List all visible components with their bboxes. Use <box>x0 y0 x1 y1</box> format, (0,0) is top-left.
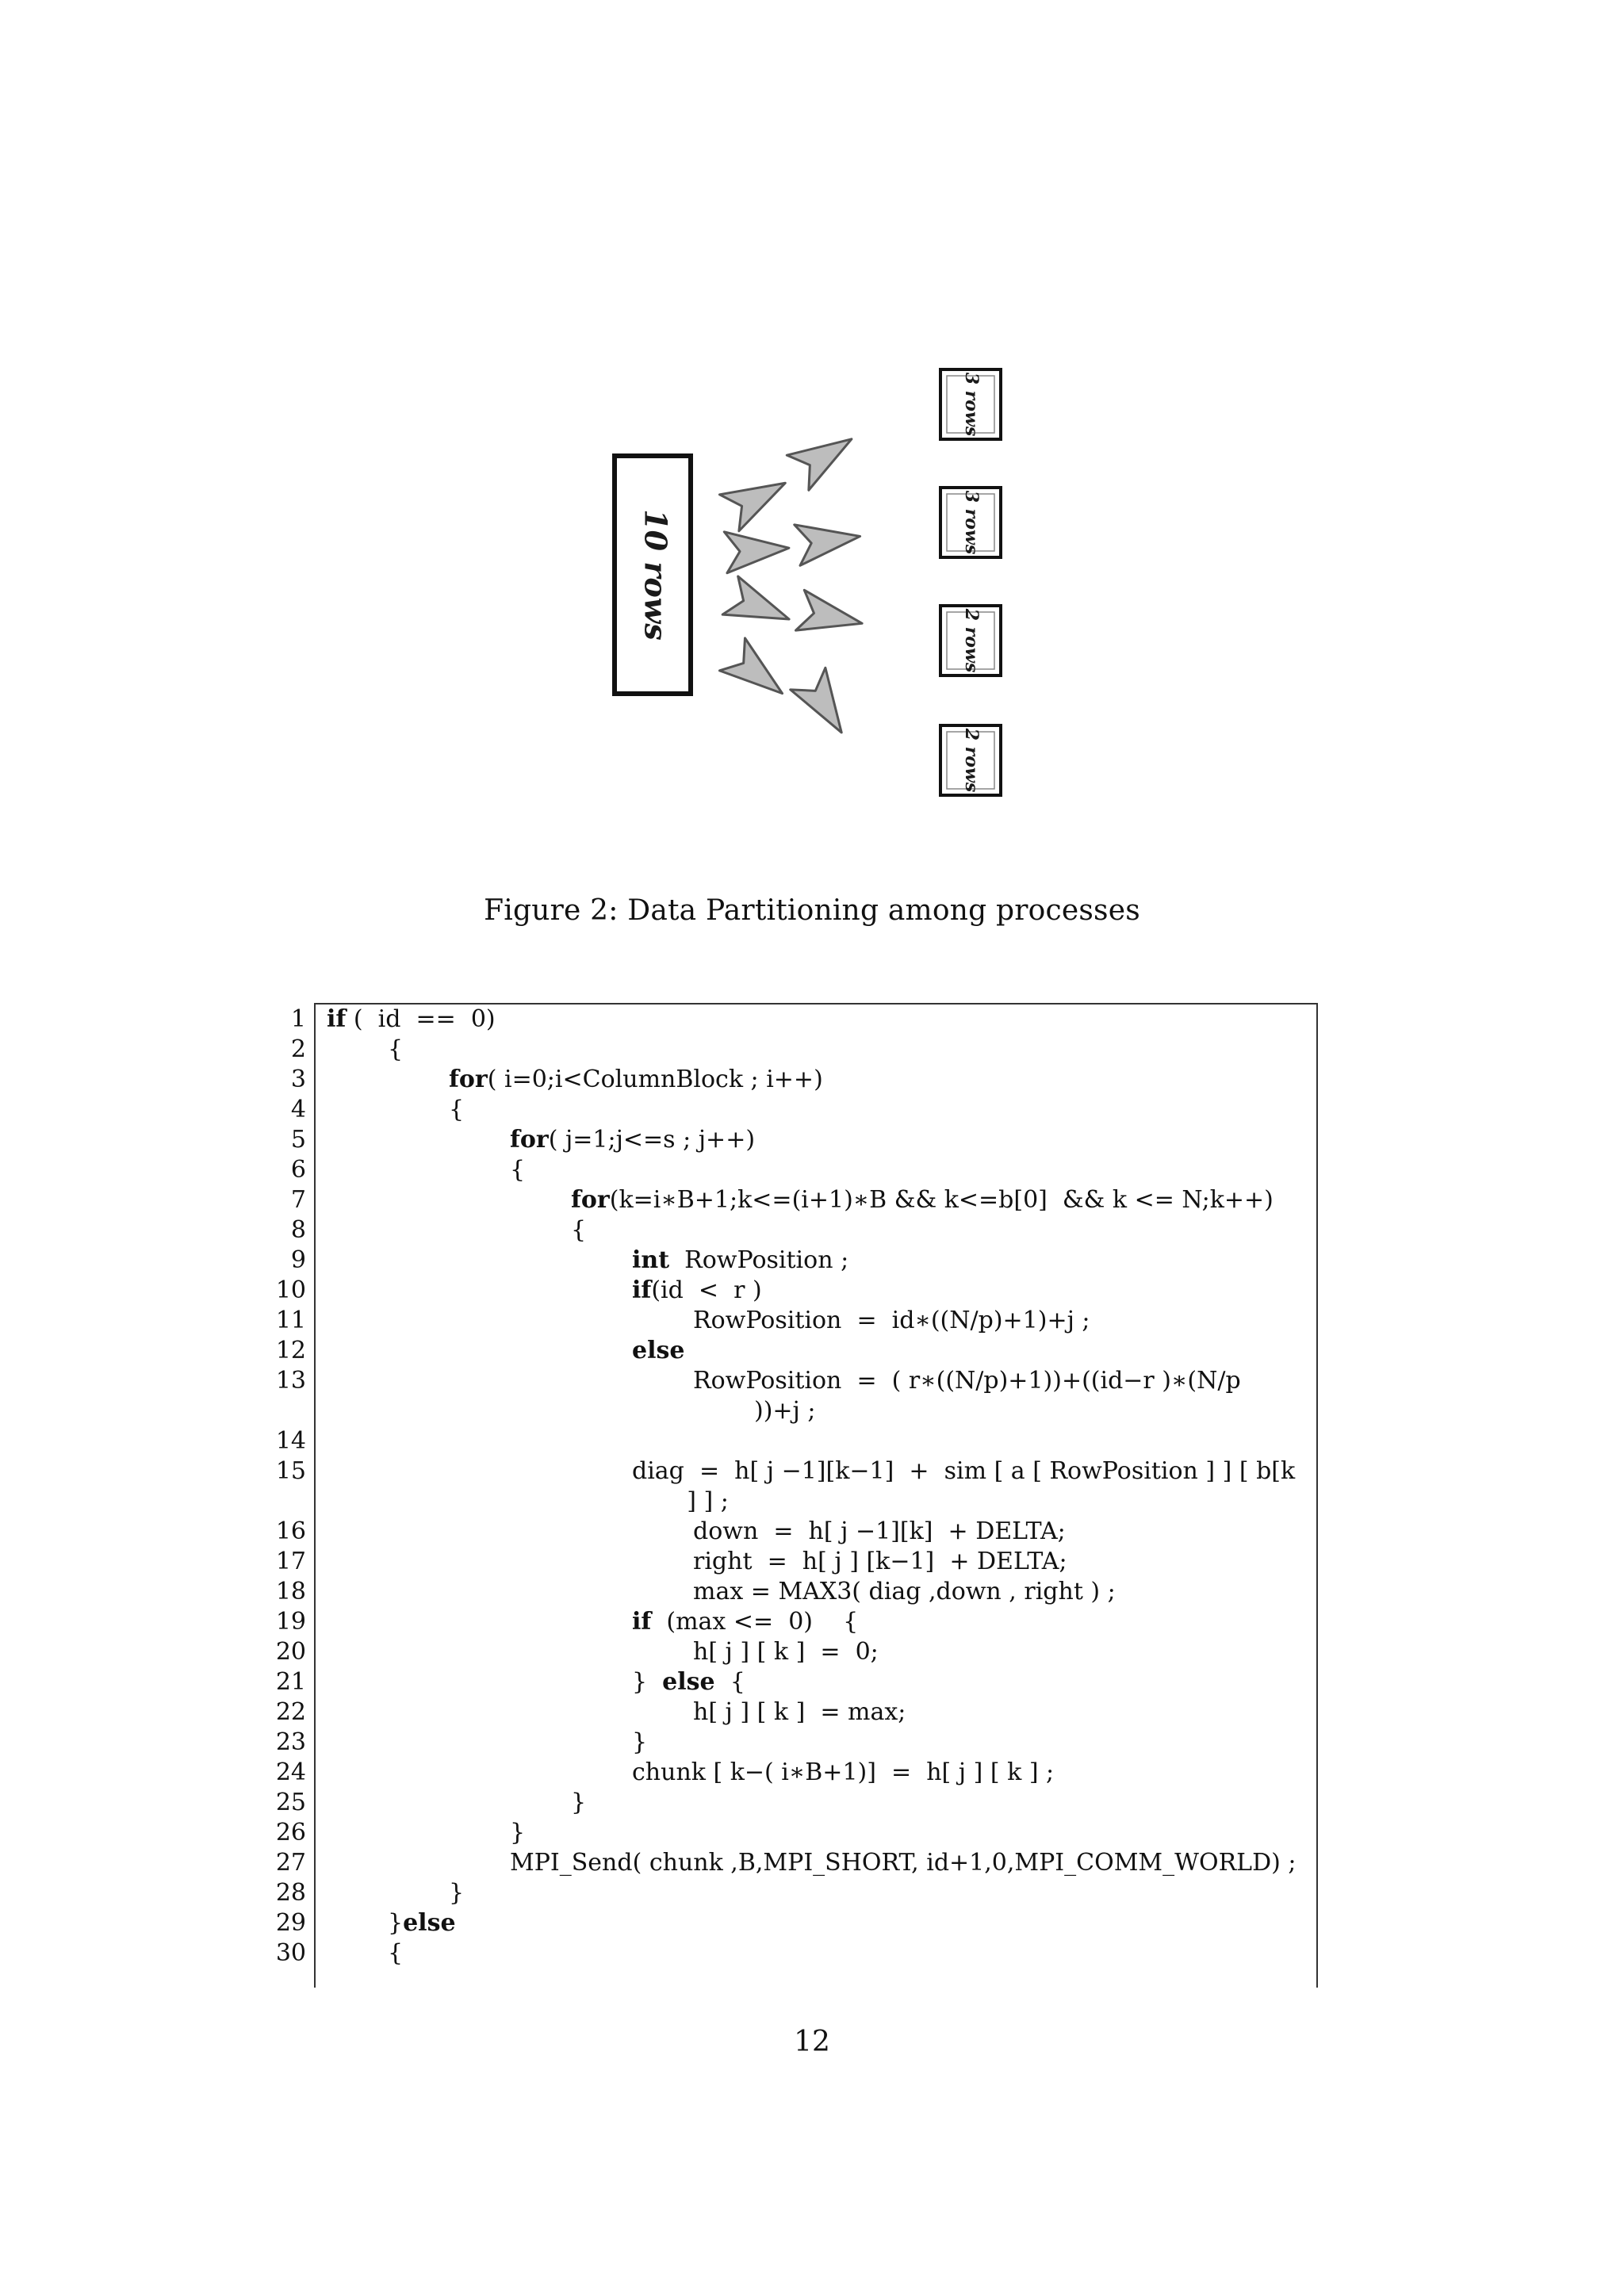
source-block-label: 10 rows <box>638 509 674 641</box>
code-text <box>510 1155 525 1185</box>
code-token: { <box>449 1096 465 1123</box>
arrow-group <box>719 422 866 744</box>
line-number: 23 <box>275 1728 306 1756</box>
code-token: (k=i∗B+1;k<=(i+1)∗B && k<=b[0] && k <= N;k++) <box>609 1186 1274 1214</box>
line-number: 13 <box>275 1367 306 1395</box>
code-keyword: for <box>449 1066 488 1093</box>
line-number: 7 <box>290 1186 306 1214</box>
code-token: } <box>571 1789 587 1816</box>
code-text <box>571 1788 586 1818</box>
page-number: 12 <box>794 2026 830 2058</box>
line-number: 16 <box>275 1517 306 1545</box>
code-line <box>0 1366 1624 1396</box>
line-number: 27 <box>275 1849 306 1877</box>
code-token: { <box>388 1939 404 1967</box>
code-keyword: else <box>632 1337 685 1364</box>
code-text <box>754 1396 816 1426</box>
code-line <box>0 1004 1624 1035</box>
line-number: 20 <box>275 1638 306 1666</box>
code-line <box>0 1155 1624 1185</box>
code-token: { <box>714 1668 745 1696</box>
code-line <box>0 1095 1624 1125</box>
code-line <box>0 1788 1624 1818</box>
code-line <box>0 1125 1624 1155</box>
code-token: ( id == 0) <box>346 1005 496 1033</box>
code-line <box>0 1607 1624 1637</box>
code-token: down = h[ j −1][k] + DELTA; <box>693 1517 1066 1545</box>
code-line <box>0 1396 1624 1426</box>
code-line <box>0 1728 1624 1758</box>
code-token: } <box>510 1819 526 1846</box>
code-keyword: for <box>571 1186 610 1214</box>
code-line <box>0 1456 1624 1487</box>
code-line <box>0 1577 1624 1607</box>
line-number: 22 <box>275 1698 306 1726</box>
line-number: 4 <box>290 1096 306 1123</box>
target-block-4 <box>940 725 1001 795</box>
code-line <box>0 1667 1624 1697</box>
code-token: RowPosition ; <box>669 1246 849 1274</box>
arrow-6 <box>795 590 866 643</box>
code-text <box>510 1818 525 1848</box>
code-text <box>449 1878 464 1908</box>
code-token: ))+j ; <box>754 1397 816 1425</box>
code-text <box>632 1728 647 1758</box>
code-text <box>327 1004 496 1035</box>
code-token: { <box>510 1156 526 1184</box>
target-block-3 <box>940 606 1001 675</box>
target-block-1-label: 3 rows <box>961 372 982 437</box>
code-token: h[ j ] [ k ] = max; <box>693 1698 906 1726</box>
code-token: } <box>449 1879 465 1907</box>
code-text <box>449 1065 823 1095</box>
code-line <box>0 1306 1624 1336</box>
arrow-7 <box>719 638 795 710</box>
line-number: 3 <box>290 1066 306 1093</box>
code-text <box>388 1908 456 1938</box>
code-text <box>693 1697 906 1728</box>
line-number: 19 <box>275 1608 306 1636</box>
code-keyword: int <box>632 1246 670 1274</box>
code-keyword: else <box>403 1909 456 1937</box>
code-line <box>0 1065 1624 1095</box>
code-token: } <box>632 1668 663 1696</box>
code-text <box>687 1487 729 1517</box>
code-token: diag = h[ j −1][k−1] + sim [ a [ RowPosition ] ] [ b[k <box>632 1457 1296 1485</box>
code-text <box>632 1336 684 1366</box>
target-block-1 <box>940 369 1001 439</box>
arrow-8 <box>791 668 859 743</box>
code-text <box>693 1366 1241 1396</box>
code-token: max = MAX3( diag ,down , right ) ; <box>693 1578 1116 1605</box>
line-number: 2 <box>290 1035 306 1063</box>
arrow-3 <box>795 516 863 566</box>
line-number: 5 <box>290 1126 306 1154</box>
code-keyword: if <box>327 1005 347 1033</box>
target-block-4-label: 2 rows <box>961 728 982 793</box>
code-text <box>632 1276 762 1306</box>
arrow-5 <box>722 576 797 638</box>
code-token: right = h[ j ] [k−1] + DELTA; <box>693 1548 1067 1575</box>
code-line <box>0 1878 1624 1908</box>
target-block-2-label: 3 rows <box>961 490 982 555</box>
code-token: h[ j ] [ k ] = 0; <box>693 1638 879 1666</box>
line-number: 1 <box>290 1005 306 1033</box>
code-token: { <box>571 1216 587 1244</box>
code-line <box>0 1035 1624 1065</box>
code-token: RowPosition = id∗((N/p)+1)+j ; <box>693 1307 1090 1334</box>
code-token: { <box>388 1035 404 1063</box>
code-text <box>693 1547 1067 1577</box>
code-text <box>632 1246 848 1276</box>
line-number: 18 <box>275 1578 306 1605</box>
line-number: 24 <box>275 1758 306 1786</box>
line-number: 17 <box>275 1548 306 1575</box>
code-line <box>0 1547 1624 1577</box>
code-text <box>510 1125 755 1155</box>
line-number: 28 <box>275 1879 306 1907</box>
code-text <box>632 1607 858 1637</box>
line-number: 11 <box>275 1307 306 1334</box>
code-text <box>388 1938 403 1969</box>
code-line <box>0 1487 1624 1517</box>
line-number: 26 <box>275 1819 306 1846</box>
line-number: 10 <box>275 1276 306 1304</box>
line-number: 21 <box>275 1668 306 1696</box>
code-text <box>632 1758 1054 1788</box>
line-number: 29 <box>275 1909 306 1937</box>
line-number: 14 <box>275 1427 306 1455</box>
line-number: 30 <box>275 1939 306 1967</box>
arrow-4 <box>724 527 790 572</box>
line-number: 6 <box>290 1156 306 1184</box>
figure-caption: Figure 2: Data Partitioning among processes <box>484 894 1140 927</box>
code-text <box>632 1456 1295 1487</box>
code-line <box>0 1848 1624 1878</box>
code-text <box>693 1577 1116 1607</box>
code-token: ( i=0;i<ColumnBlock ; i++) <box>487 1066 823 1093</box>
code-line <box>0 1276 1624 1306</box>
target-block-2 <box>940 488 1001 557</box>
code-line <box>0 1185 1624 1215</box>
code-token: ( j=1;j<=s ; j++) <box>548 1126 756 1154</box>
line-number: 25 <box>275 1789 306 1816</box>
code-keyword: else <box>662 1668 715 1696</box>
code-text <box>571 1215 586 1246</box>
code-text <box>449 1095 464 1125</box>
code-line <box>0 1336 1624 1366</box>
code-token: ] ] ; <box>687 1487 729 1515</box>
code-text <box>693 1517 1066 1547</box>
line-number: 8 <box>290 1216 306 1244</box>
target-block-3-label: 2 rows <box>961 608 982 673</box>
code-token: chunk [ k−( i∗B+1)] = h[ j ] [ k ] ; <box>632 1758 1055 1786</box>
code-token: (id < r ) <box>651 1276 762 1304</box>
code-line <box>0 1246 1624 1276</box>
code-line <box>0 1938 1624 1969</box>
arrow-1 <box>787 422 862 490</box>
line-number: 9 <box>290 1246 306 1274</box>
code-text <box>571 1185 1274 1215</box>
code-token: MPI_Send( chunk ,B,MPI_SHORT, id+1,0,MPI_COMM_WORLD) ; <box>510 1849 1297 1877</box>
code-line <box>0 1758 1624 1788</box>
code-line <box>0 1637 1624 1667</box>
arrow-2 <box>719 465 795 530</box>
code-token: RowPosition = ( r∗((N/p)+1))+((id−r )∗(N/p <box>693 1367 1241 1395</box>
code-line <box>0 1426 1624 1456</box>
code-line <box>0 1818 1624 1848</box>
code-token: } <box>632 1728 648 1756</box>
code-token: (max <= 0) { <box>651 1608 859 1636</box>
code-text <box>693 1637 879 1667</box>
code-token: } <box>388 1909 404 1937</box>
code-line <box>0 1517 1624 1547</box>
code-line <box>0 1908 1624 1938</box>
code-line <box>0 1215 1624 1246</box>
source-block <box>615 456 691 694</box>
code-text <box>693 1306 1090 1336</box>
line-number: 15 <box>275 1457 306 1485</box>
code-keyword: if <box>632 1608 652 1636</box>
line-number: 12 <box>275 1337 306 1364</box>
code-keyword: if <box>632 1276 652 1304</box>
code-text <box>388 1035 403 1065</box>
code-text <box>510 1848 1296 1878</box>
partition-diagram <box>0 0 1624 856</box>
code-text <box>632 1667 745 1697</box>
code-line <box>0 1697 1624 1728</box>
code-keyword: for <box>510 1126 549 1154</box>
